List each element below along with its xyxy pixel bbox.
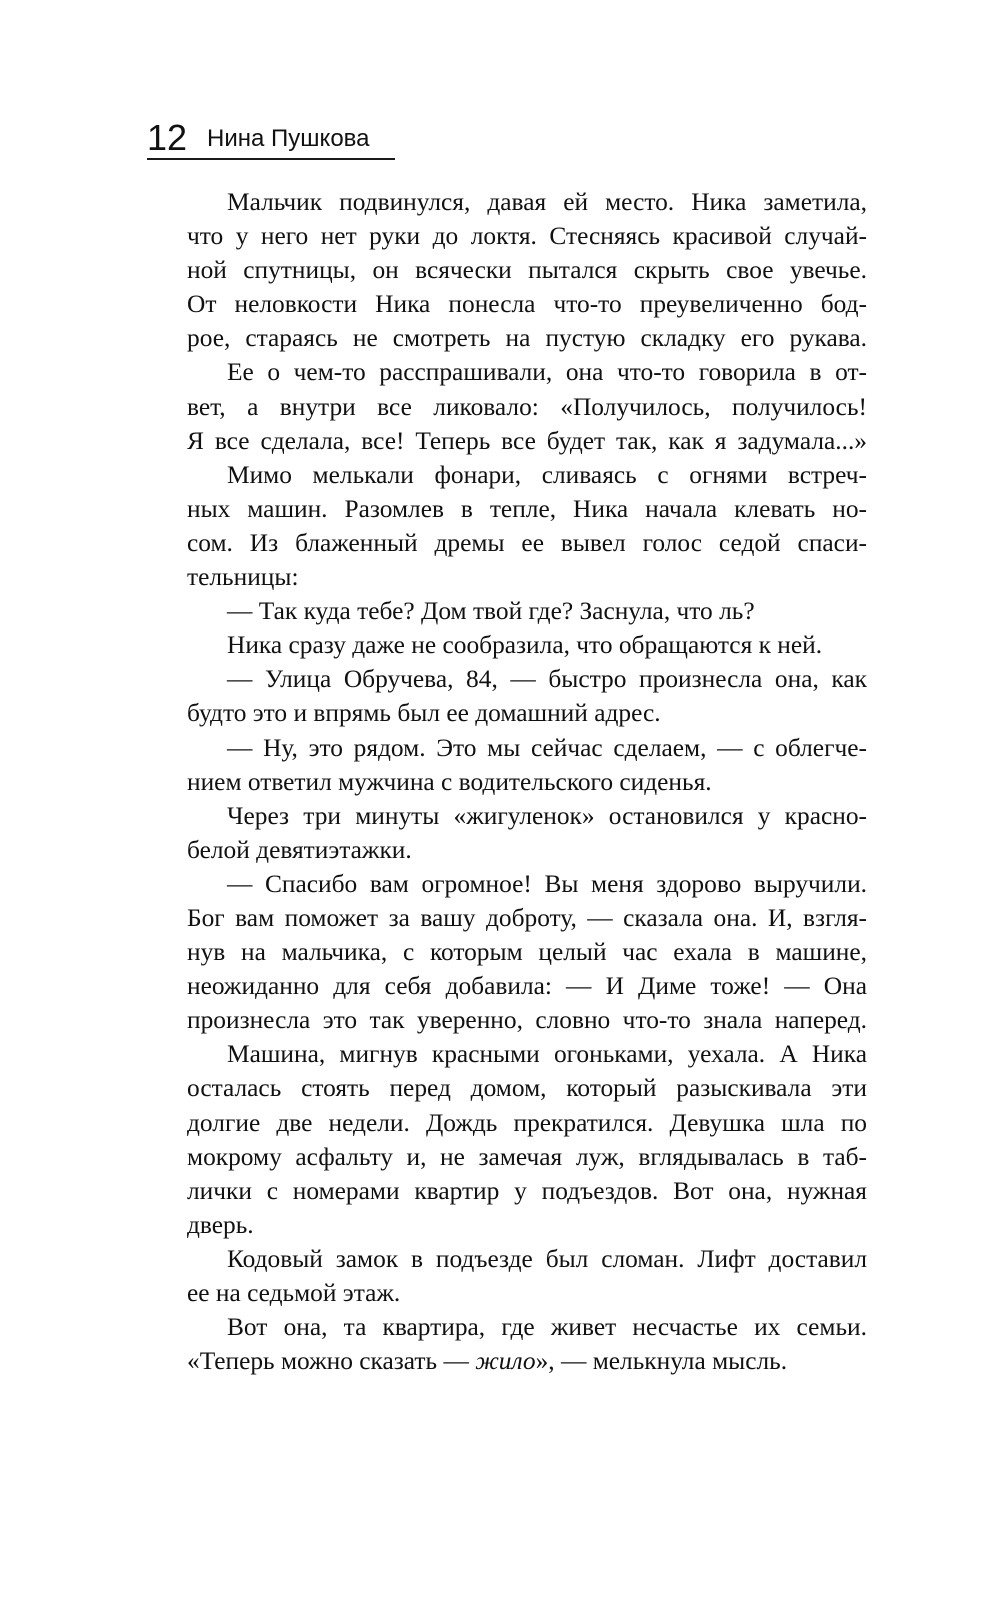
paragraph (147, 867, 867, 1037)
text-line: — Ну, это рядом. Это мы сейчас сделаем, — с облегче- (227, 733, 867, 762)
paragraph (147, 731, 867, 799)
paragraph (147, 1037, 867, 1242)
text-line: Бог вам поможет за вашу доброту, — сказала она. И, взгля- (187, 903, 867, 932)
body-text (147, 185, 867, 1378)
paragraph (147, 1242, 867, 1310)
paragraph (147, 628, 867, 662)
text-line: ной спутницы, он всячески пытался скрыть свое увечье. (187, 256, 867, 285)
text-line: ных машин. Разомлев в тепле, Ника начала клевать но- (187, 494, 867, 523)
text-line: лички с номерами квартир у подъездов. Вот она, нужная (187, 1176, 867, 1205)
text-line: сом. Из блаженный дремы ее вывел голос седой спаси- (187, 528, 867, 557)
page-number: 12 (147, 117, 188, 158)
text-line: будто это и впрямь был ее домашний адрес. (187, 699, 661, 728)
text-line: — Так куда тебе? Дом твой где? Заснула, что ль? (227, 597, 755, 626)
text-line: Мимо мелькали фонари, сливаясь с огнями встреч- (227, 460, 867, 489)
text-line: Вот она, та квартира, где живет несчастье их семьи. (227, 1313, 867, 1342)
text-line: рое, стараясь не смотреть на пустую складку его рукава. (187, 324, 867, 353)
paragraph (147, 458, 867, 594)
text-line: — Спасибо вам огромное! Вы меня здорово выручили. (227, 869, 867, 898)
text-line: Через три минуты «жигуленок» остановился у красно- (227, 801, 867, 830)
text-line: тельницы: (187, 563, 299, 592)
text-line: Ника сразу даже не сообразила, что обращаются к ней. (227, 631, 823, 660)
text-line: вет, а внутри все ликовало: «Получилось, получилось! (187, 392, 867, 421)
text-fragment: «Теперь можно сказать — (187, 1347, 476, 1376)
text-line: Я все сделала, все! Теперь все будет так, как я задумала...» (187, 426, 867, 455)
author-name: Нина Пушкова (207, 125, 370, 152)
paragraph (147, 799, 867, 867)
paragraph (147, 662, 867, 730)
text-line: что у него нет руки до локтя. Стесняясь красивой случай- (187, 222, 867, 251)
text-line: — Улица Обручева, 84, — быстро произнесла она, как (227, 665, 867, 694)
text-line: Мальчик подвинулся, давая ей место. Ника заметила, (227, 188, 867, 216)
text-line: произнесла это так уверенно, словно что-то знала наперед. (187, 1006, 867, 1035)
text-line: ее на седьмой этаж. (187, 1279, 401, 1307)
text-line: От неловкости Ника понесла что-то преувеличенно бод- (187, 290, 867, 319)
italic-word: жило (475, 1347, 536, 1376)
text-line: Кодовый замок в подъезде был сломан. Лифт доставил (227, 1244, 867, 1273)
text-line: дверь. (187, 1210, 254, 1239)
paragraph (147, 355, 867, 457)
text-line: осталась стоять перед домом, который разыскивала эти (187, 1074, 867, 1103)
text-line: нием ответил мужчина с водительского сиденья. (187, 767, 712, 796)
text-line (147, 1344, 867, 1378)
text-line: мокрому асфальту и, не замечая луж, вглядывалась в таб- (187, 1142, 867, 1171)
paragraph (147, 185, 867, 355)
text-line: белой девятиэтажки. (187, 835, 412, 864)
text-line: неожиданно для себя добавила: — И Диме тоже! — Она (187, 972, 867, 1001)
running-head (147, 112, 395, 160)
text-line: Ее о чем-то расспрашивали, она что-то говорила в от- (227, 358, 867, 387)
paragraph (147, 594, 867, 628)
text-fragment: », — мелькнула мысль. (535, 1347, 788, 1376)
text-line: нув на мальчика, с которым целый час ехала в машине, (187, 938, 867, 967)
text-line: долгие две недели. Дождь прекратился. Девушка шла по (187, 1108, 867, 1137)
text-line: Машина, мигнув красными огоньками, уехала. А Ника (227, 1040, 867, 1069)
paragraph (147, 1310, 867, 1378)
